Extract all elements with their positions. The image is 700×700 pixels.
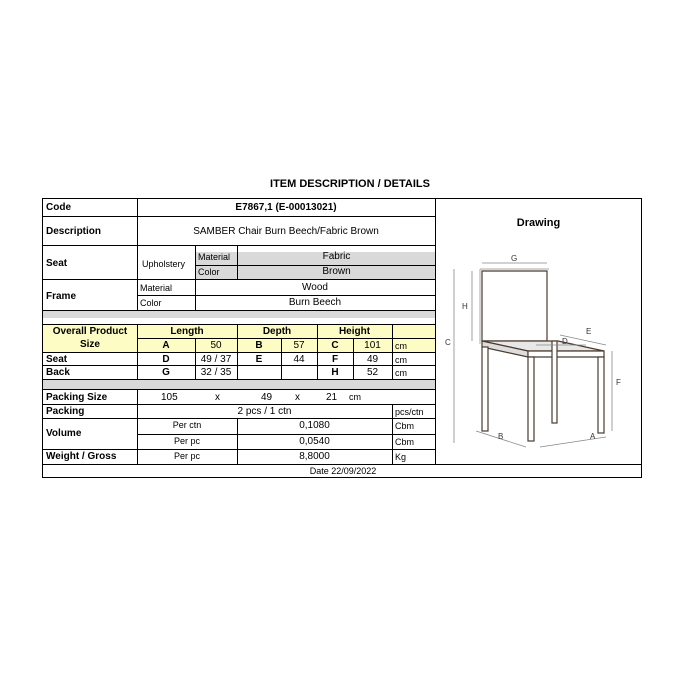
depth-header: Depth <box>262 326 292 337</box>
overall-size-label-2: Size <box>79 339 100 350</box>
row-line <box>43 449 435 450</box>
row-line <box>137 295 435 296</box>
row-line <box>43 216 435 217</box>
packing-value: 2 pcs / 1 ctn <box>237 406 292 417</box>
volume-per-pc: 0,0540 <box>299 436 330 447</box>
packing-size-label: Packing Size <box>46 392 108 403</box>
volume-per-ctn: 0,1080 <box>299 420 330 431</box>
row-line <box>43 245 435 246</box>
seat-dim-label: Seat <box>46 354 68 365</box>
height-header: Height <box>338 326 371 337</box>
frame-material-label: Material <box>140 283 173 293</box>
row-line <box>137 434 435 435</box>
length-header: Length <box>170 326 204 337</box>
dim-h: H <box>331 367 339 378</box>
col-line <box>392 324 393 379</box>
row-line <box>43 418 435 419</box>
volume-per-ctn-label: Per ctn <box>172 420 202 430</box>
dim-b-value: 57 <box>293 340 305 351</box>
dim-f: F <box>331 354 339 365</box>
item-details-table <box>42 198 642 478</box>
drawing-letter-e: E <box>586 327 592 336</box>
dim-back-unit: cm <box>395 368 407 378</box>
chair-drawing <box>436 199 641 464</box>
row-line <box>43 310 435 311</box>
dim-overall-unit: cm <box>395 341 407 351</box>
dim-e-value: 44 <box>293 354 305 365</box>
dim-d: D <box>162 354 170 365</box>
code-label: Code <box>46 202 71 213</box>
packing-x1: x <box>215 392 220 403</box>
weight-value: 8,8000 <box>299 451 330 462</box>
dim-e: E <box>255 354 263 365</box>
drawing-letter-h: H <box>462 302 468 311</box>
packing-width: 49 <box>261 392 273 403</box>
packing-unit: pcs/ctn <box>395 407 424 417</box>
frame-color-label: Color <box>140 298 162 308</box>
code-value: E7867,1 (E-00013021) <box>235 202 337 213</box>
drawing-letter-g: G <box>511 254 518 263</box>
page-title: ITEM DESCRIPTION / DETAILS <box>270 178 430 190</box>
weight-per-pc-label: Per pc <box>173 451 200 461</box>
col-line <box>195 245 196 279</box>
drawing-letter-c: C <box>445 338 451 347</box>
seat-color-value: Brown <box>322 266 351 277</box>
seat-upholstery: Upholstery <box>142 259 186 269</box>
packing-x2: x <box>295 392 300 403</box>
volume-label: Volume <box>46 428 82 439</box>
dim-f-value: 49 <box>366 354 379 365</box>
dim-h-value: 52 <box>366 367 379 378</box>
frame-color-value: Burn Beech <box>288 297 342 308</box>
row-line <box>137 338 435 339</box>
volume-unit-1: Cbm <box>395 421 415 431</box>
drawing-label: Drawing <box>516 217 561 229</box>
dim-seat-unit: cm <box>395 355 407 365</box>
date-footer: Date 22/09/2022 <box>309 466 377 476</box>
weight-unit: Kg <box>395 452 407 462</box>
drawing-letter-a: A <box>590 432 596 441</box>
dim-b: B <box>255 340 263 351</box>
overall-size-label: Overall Product <box>52 326 128 337</box>
back-dim-label: Back <box>46 367 70 378</box>
drawing-letter-d: D <box>562 337 568 346</box>
drawing-letter-b: B <box>498 432 504 441</box>
spacer-shade-2 <box>43 379 435 389</box>
packing-size-unit: cm <box>349 392 361 402</box>
seat-material-label: Material <box>198 252 231 262</box>
row-line <box>43 324 435 325</box>
seat-color-label: Color <box>198 267 220 277</box>
col-line <box>392 404 393 464</box>
dim-a-value: 50 <box>210 340 222 351</box>
dim-g-value: 32 / 35 <box>200 367 232 378</box>
dim-a: A <box>162 340 170 351</box>
volume-unit-2: Cbm <box>395 437 415 447</box>
col-line <box>137 199 138 310</box>
seat-material-value: Fabric <box>322 251 351 262</box>
packing-label: Packing <box>46 406 85 417</box>
frame-material-value: Wood <box>302 282 328 293</box>
dim-c: C <box>331 340 339 351</box>
seat-label: Seat <box>46 258 68 269</box>
drawing-letter-f: F <box>616 378 621 387</box>
description-value: SAMBER Chair Burn Beech/Fabric Brown <box>193 226 379 237</box>
volume-per-pc-label: Per pc <box>173 436 200 446</box>
row-line <box>43 464 641 465</box>
description-label: Description <box>46 226 102 237</box>
packing-length: 105 <box>161 392 178 403</box>
weight-label: Weight / Gross <box>46 451 117 462</box>
row-line <box>43 352 435 353</box>
col-line <box>237 245 238 279</box>
frame-label: Frame <box>46 291 77 302</box>
spacer-shade <box>43 311 435 318</box>
dim-g: G <box>162 367 170 378</box>
row-line <box>195 265 435 266</box>
dim-d-value: 49 / 37 <box>200 354 232 365</box>
packing-height: 21 <box>326 392 338 403</box>
row-line <box>43 279 435 280</box>
row-line <box>43 404 435 405</box>
row-line <box>43 389 435 390</box>
row-line <box>43 365 435 366</box>
dim-c-value: 101 <box>364 340 381 351</box>
row-line <box>43 379 435 380</box>
